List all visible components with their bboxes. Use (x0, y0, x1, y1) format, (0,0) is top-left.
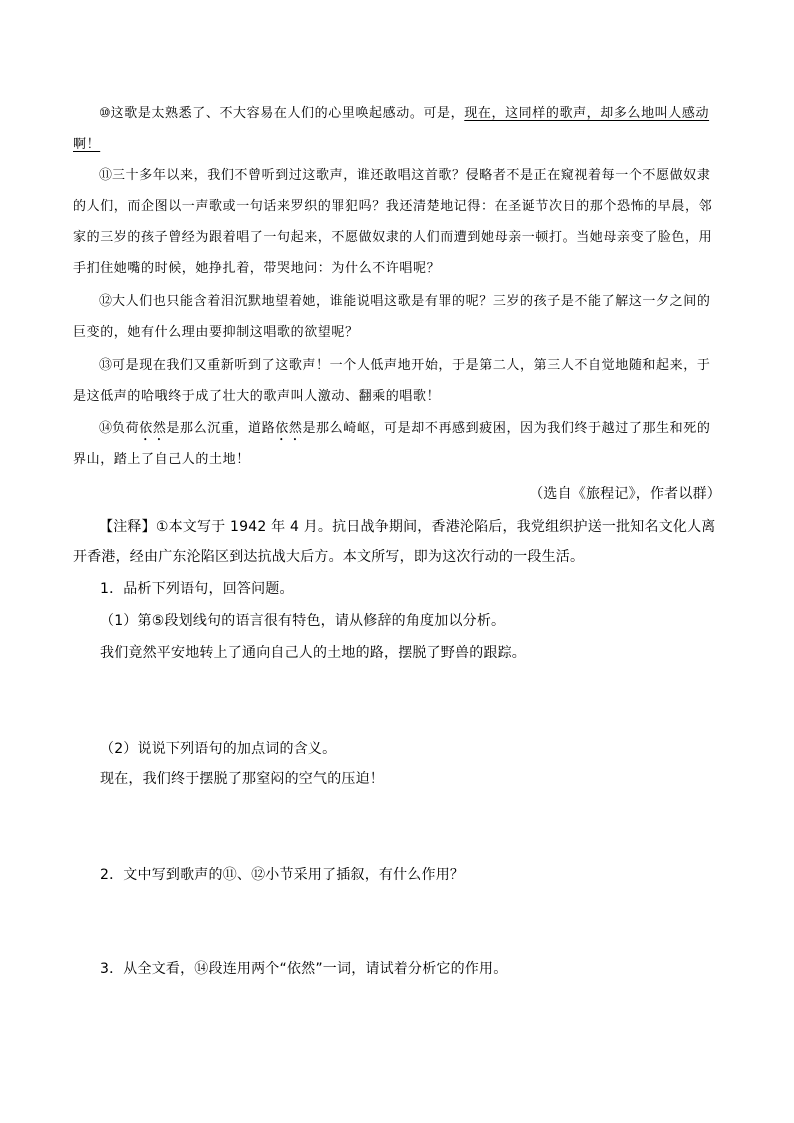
paragraph-text: 大人们也只能含着泪沉默地望着她，谁能说唱这歌是有罪的呢？三岁的孩子是不能了解这一夕之间的巨变的，她有什么理由要抑制这唱歌的欲望呢？ (73, 294, 711, 340)
dotted-word: 依然 (139, 421, 167, 436)
answer-space-3[interactable] (73, 984, 721, 1094)
answer-space-1-2[interactable] (73, 794, 721, 864)
note (73, 512, 723, 572)
question-2: 2．文中写到歌声的⑪、⑫小节采用了插叙，有什么作用？ (100, 867, 465, 883)
question-1-2-sentence (100, 768, 384, 790)
paragraph-number: ⑫ (99, 294, 113, 309)
paragraph-text: 负荷 (112, 421, 140, 436)
question-1: 1．品析下列语句，回答问题。 (100, 581, 294, 597)
answer-space-2[interactable] (73, 890, 721, 954)
note-text: ①本文写于 1942 年 4 月。抗日战争期间，香港沦陷后，我党组织护送一批知名文化人离开香港，经由广东沦陷区到达抗战大后方。本文所写，即为这次行动的一段生活。 (73, 519, 716, 565)
question-1-1: （1）第⑤段划线句的语言很有特色，请从修辞的角度加以分析。 (100, 613, 506, 629)
answer-space-1-1[interactable] (73, 668, 721, 734)
dotted-word: 依然 (275, 421, 303, 436)
paragraph-text: 可是现在我们又重新听到了这歌声！一个人低声地开始，于是第二人，第三人不自觉地随和起来，于是这低声的哈哦终于成了壮大的歌声叫人激动、翻乘的唱歌！ (73, 358, 711, 404)
sentence-text: 了那窒闷的空气的压迫！ (227, 771, 385, 787)
paragraph-number: ⑭ (99, 421, 113, 436)
paragraph-text: 是那么崎岖，可是却不再感到疲困，因为我们终于越过了那生和死的界山，踏上了自己人的土地！ (73, 421, 711, 467)
source-citation: （选自《旅程记》，作者以群） (529, 486, 721, 502)
note-label: 【注释】 (99, 519, 156, 535)
paragraph-text: 这歌是太熟悉了、不大容易在人们的心里唤起感动。可是， (110, 106, 465, 121)
paragraph-number: ⑬ (99, 358, 113, 373)
paragraph-number: ⑪ (99, 168, 113, 183)
paragraph-14 (73, 413, 721, 475)
sentence-text: 现在，我们终于 (100, 771, 200, 787)
paragraph-text: 是那么沉重，道路 (166, 421, 276, 436)
question-3: 3．从全文看，⑭段连用两个“依然”一词，请试着分析它的作用。 (100, 961, 508, 977)
dotted-word: 摆脱 (199, 771, 228, 787)
underlined-sentence: 现在，这同样的歌声，却多么地叫人感动啊！ (73, 106, 710, 152)
paragraph-12 (73, 286, 721, 348)
question-1-1-sentence: 我们竟然平安地转上了通向自己人的土地的路，摆脱了野兽的跟踪。 (100, 645, 526, 661)
paragraph-11 (73, 160, 721, 284)
paragraph-10 (73, 98, 721, 160)
paragraph-number: ⑩ (99, 106, 111, 121)
question-1-2: （2）说说下列语句的加点词的含义。 (100, 741, 337, 757)
paragraph-13 (73, 350, 721, 412)
paragraph-text: 三十多年以来，我们不曾听到过这歌声，谁还敢唱这首歌？侵略者不是正在窥视着每一个不愿做奴隶的人们，而企图以一声歌或一句话来罗织的罪犯吗？我还清楚地记得：在圣诞节次日的那个恐怖的早晨，邻家的三岁的孩子曾经为跟着唱了一句起来，不愿做奴隶的人们而遭到她母亲一顿打。当她母亲变了脸色，用手扪住她嘴的时候，她挣扎着，带哭地问：为什么不许唱呢？ (73, 168, 713, 276)
